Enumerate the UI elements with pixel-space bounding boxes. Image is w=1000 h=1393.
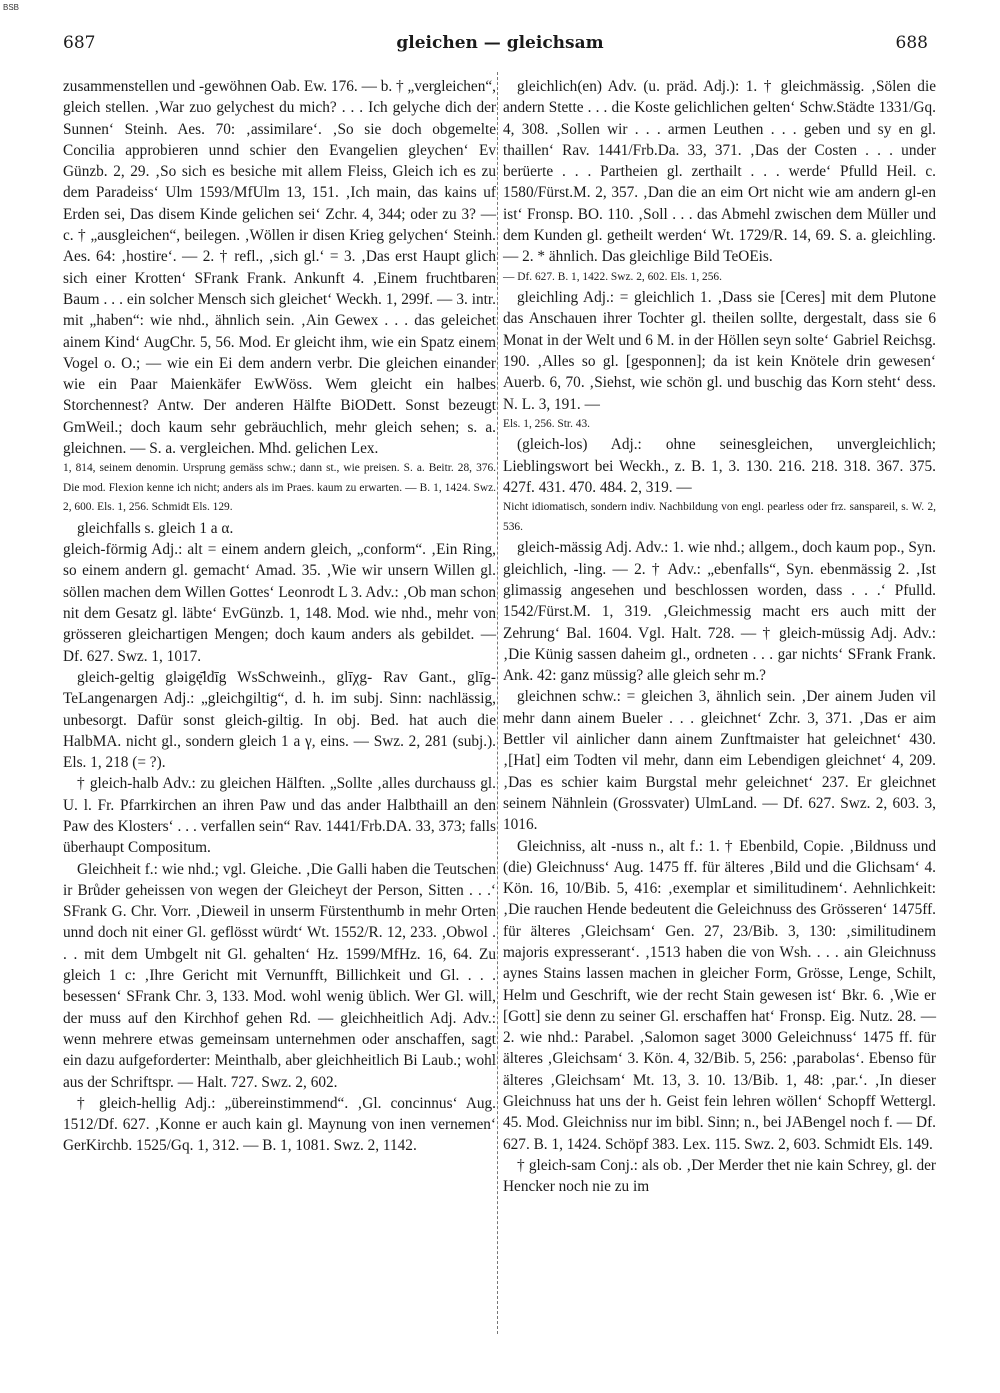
right-column-paragraph: gleichling Adj.: = gleichlich 1. ‚Dass sie [Ceres] mit dem Plutone das Anschauen ihrer Tochter gl. theilen sollte, dergestalt, dass sie 6 Monat in der Welt und 6 M. in der Höllen seyn solte‘ Gabriel Reichsg. 190. ‚Alles so gl. [gesponnen]; da ist kein Knötele drin gewesen‘ Auerb. 6, 70. ‚Siehst, wie schön gl. und buschig das Korn steht‘ dess. N. L. 3, 191. — bbox=[503, 289, 936, 413]
right-column-paragraph: Nicht idiomatisch, sondern indiv. Nachbildung von engl. pearless oder frz. sanspareil, s. W. 2, 536. bbox=[503, 501, 936, 533]
left-column-paragraph: gleichfalls s. gleich 1 a α. bbox=[77, 519, 234, 537]
left-column-paragraph: Gleichheit f.: wie nhd.; vgl. Gleiche. ‚Die Galli haben die Teutschen ir Brůder geheissen von wegen der Gleicheyt der Person, Sitten . . .‘ SFrank G. Chr. Vorr. ‚Dieweil in unserm Fürstenthumb in mehr Orten unnd doch nit einer Gl. geflösst würdt‘ Wt. 1552/R. 12, 233. ‚Obwol . . . mit dem Umbgelt nit Gl. gehalten‘ Hz. 1599/MfHz. 16, 64. Zu gleich 1 c: ‚Ihre Gericht mit Vernunfft, Billichkeit und Gl. . . . besessen‘ SFrank Chr. 3, 133. Mod. wohl wenig üblich. Wer Gl. will, der muss auf den Kirchhof gehen Rd. — gleichheitlich Adj. Adv.: wenn mehrere etwas gemeinsam unternehmen oder anschaffen, sagt ein dazu aufgeforderter: Meinthalb, aber gleichheitlich Bi Laub.; wohl aus der Schriftspr. — Halt. 727. Swz. 2, 602. bbox=[63, 860, 496, 1091]
left-column-paragraph: † gleich-halb Adv.: zu gleichen Hälften. „Sollte ‚alles durchauss gl. U. l. Fr. Pfarrkirchen an ihren Paw und das ander Halbthaill an den Paw des Klosters‘ . . . verfallen sein“ Rav. 1441/Frb.DA. 33, 373; falls überhaupt Compositum. bbox=[63, 775, 496, 857]
right-column-paragraph: gleichnen schw.: = gleichen 3, ähnlich sein. ‚Der ainem Juden vil mehr dann ainem Bueler . . . gleichnet‘ Zchr. 3, 371. ‚Das er aim Bettler vil ainlicher dann ainem Zunftmaister hat geleichnet‘ 430. ‚[Hat] eim Todten vil mehr, dann eim Lebendigen gleichnet‘ 4, 209. ‚Das es schier kaim Burgstal mehr geleichnet‘ 237. Er gleichnet seinem Nähnlein (Grossvater) UlmLand. — Df. 627. Swz. 2, 603. 3, 1016. bbox=[503, 688, 936, 834]
left-column-paragraph: zusammenstellen und -gewöhnen Oab. Ew. 176. — b. † „vergleichen“, gleich stellen. ‚War zuo gelychest du mich? . . . Ich gelyche dich der Sunnen‘ Steinh. Aes. 70: ‚assimilare‘. ‚So sie doch obgemelte Concilia approbieren unnd schier den Evangelien gleychen‘ Ev Günzb. 2, 29. ‚So sich es besiche mit allem Fleiss, Gleich ich es zu dem Paradeiss‘ Ulm 1593/MfUlm 13, 151. ‚Ich main, das kains uf Erden sei, Das disem Kinde gelichen sei‘ Zchr. 4, 344; oder zu 3? — c. † „ausgleichen“, beilegen. ‚Wöllen ir disen Krieg gelychen‘ Steinh. Aes. 64: ‚hostire‘. — 2. † refl., ‚sich gl.‘ = 3. ‚Das erst Haupt glich sich einer Krotten‘ SFrank Frank. Ankunft 4. ‚Einem fruchtbaren Baum . . . ein solcher Mensch sich gleichet‘ Weckh. 1, 299f. — 3. intr. mit „haben“: wie nhd., ähnlich sein. ‚Ain Gewex . . . das geleichet ainem Kind‘ AugChr. 5, 56. Mod. Er gleicht ihm, wie ein Spatz einem Vogel o. O.; — wie ein Ei dem andern verbr. Die gleichen einander wie ein Paar Maienkäfer EwWöss. Wem gleicht ein halbes Storchennest? Antw. Der anderen Hälfte BiODett. Sonst bezeugt GmWeil.; doch kaum sehr gebräuchlich, mehr gleich sehen; s. a. gleichnen. — S. a. vergleichen. Mhd. gelichen Lex. bbox=[63, 78, 496, 458]
right-column-paragraph: — Df. 627. B. 1, 1422. Swz. 2, 602. Els. 1, 256. bbox=[503, 270, 722, 283]
right-column-paragraph: (gleich-los) Adj.: ohne seinesgleichen, unvergleichlich; Lieblingswort bei Weckh., z. B. 1, 3. 130. 216. 218. 318. 367. 375. 427f. 431. 470. 484. 2, 319. — bbox=[503, 436, 936, 497]
right-column-paragraph: Els. 1, 256. Str. 43. bbox=[503, 417, 591, 430]
library-stamp: BSB bbox=[3, 3, 20, 12]
page-number-right: 688 bbox=[895, 33, 928, 53]
left-column bbox=[63, 76, 496, 1157]
left-column-paragraph: gleich-geltig gləigę̄ldīg WsSchweinh., glīχg- Rav Gant., glīg- TeLangenargen Adj.: „gleichgiltig“, d. h. im subj. Sinn: nachlässig, unbesorgt. Dafür sonst gleich-giltig. In obj. Bed. hat auch die HalbMA. nicht gl., sondern gleich 1 a γ, eins. — Swz. 2, 281 (subj.). Els. 1, 218 (= ?). bbox=[63, 668, 496, 772]
running-headwords: gleichen — gleichsam bbox=[396, 33, 604, 53]
right-column-paragraph: † gleich-sam Conj.: als ob. ‚Der Merder thet nie kain Schrey, gl. der Hencker noch nie zu im bbox=[503, 1156, 936, 1196]
right-column bbox=[503, 76, 936, 1198]
right-column-paragraph: Gleichniss, alt -nuss n., alt f.: 1. † Ebenbild, Copie. ‚Bildnuss und (die) Gleichnuss‘ Aug. 1475 ff. für älteres ‚Bild und die Glichsam‘ 4. Kön. 16, 10/Bib. 5, 416: ‚exemplar et similitudinem‘. Aehnlichkeit: ‚Die rauchen Hende bedeutent die Geleichnuss des Grösseren‘ 1475ff. für älteres ‚Gleichsam‘ Gen. 27, 23/Bib. 3, 130: ‚similitudinem majoris expresserant‘. ‚1513 haben die von Wsh. . . . ain Gleichnuss aynes Stains lassen machen in gleicher Form, Grösse, Lenge, Schilt, Helm und Geschrift, wie der recht Stain gewesen ist‘ Bkr. 6. ‚Wie er [Gott] sie denn zu seiner Gl. erschaffen hat‘ Fronsp. Eig. Nutz. 28. — 2. wie nhd.: Parabel. ‚Salomon saget 3000 Geleichnuss‘ 1475 ff. für älteres ‚Gleichsam‘ 3. Kön. 4, 32/Bib. 5, 256: ‚parabolas‘. Ebenso für älteres ‚Gleichsam‘ Mt. 13, 3. 10. 13/Bib. 1, 48: ‚par.‘. ‚In dieser Gleichnuss hat uns der h. Geist fein lehren wöllen‘ Schopff Wettergl. 45. Mod. Gleichniss nur im bibl. Sinn; n., bei JABengel noch f. — Df. 627. B. 1, 1424. Schöpf 383. Lex. 115. Swz. 2, 603. Schmidt Els. 149. bbox=[503, 837, 936, 1153]
page-number-left: 687 bbox=[63, 33, 96, 53]
column-divider bbox=[497, 72, 498, 1334]
right-column-paragraph: gleichlich(en) Adv. (u. präd. Adj.): 1. † gleichmässig. ‚Sölen die andern Stette . . . die Koste gelichlichen gelten‘ Schw.Städte 1331/Gq. 4, 308. ‚Sollen wir . . . armen Leuthen . . . geben und sy en gl. thaillen‘ Rav. 1441/Frb.Da. 33, 371. ‚Das der Costen . . . under berüerte . . . Partheien gl. zerthailt . . . werde‘ Pfulld Heil. c. 1580/Fürst.M. 2, 357. ‚Dan die an eim Ort nicht wie am andern gl-en ist‘ Fronsp. BO. 110. ‚Soll . . . das Abmehl zwischen dem Müller und dem Kunden gl. getheilt werden‘ Wt. 1729/R. 14, 69. S. a. gleichling. — 2. * ähnlich. Das gleichlige Bild TeOEis. bbox=[503, 78, 936, 266]
right-column-paragraph: gleich-mässig Adj. Adv.: 1. wie nhd.; allgem., doch kaum pop., Syn. gleichlich, -ling. — 2. † Adv.: „ebenfalls“, Syn. ebenmässig 2. ‚Ist glimassig angesehen und beschlossen worden, dass . . .‘ Pfulld. 1542/Fürst.M. 1, 319. ‚Gleichmessig macht ers auch mitt der Zehrung‘ Bal. 1604. Vgl. Halt. 728. — † gleich-müssig Adj. Adv.: ‚Die Künig sassen daheim gl., ordneten . . . gar nichts‘ SFrank Frank. Ank. 42: ganz müssig? alle gleich sehr m.? bbox=[503, 539, 936, 685]
page-header bbox=[0, 33, 1000, 57]
left-column-paragraph: gleich-förmig Adj.: alt = einem andern gleich, „conform“. ‚Ein Ring, so einem andern gl. gemacht‘ Amad. 35. ‚Wie wir unsern Willen gl. söllen machen dem Willen Gottes‘ Leonrodt L 3. Adv.: ‚Ob man schon nit dem Gesatz gl. läbte‘ EvGünzb. 1, 148. Mod. wie nhd., mehr von grösseren gleichartigen Mengen; doch kaum anders als gebildet. — Df. 627. Swz. 1, 1017. bbox=[63, 541, 496, 665]
left-column-paragraph: 1, 814, seinem denomin. Ursprung gemäss schw.; dann st., wie preisen. S. a. Beitr. 28, 376. Die mod. Flexion kenne ich nicht; anders als im Praes. kaum zu erwarten. — B. 1, 1424. Swz. 2, 600. Els. 1, 256. Schmidt Els. 129. bbox=[63, 462, 496, 514]
left-column-paragraph: † gleich-hellig Adj.: „übereinstimmend“. ‚Gl. concinnus‘ Aug. 1512/Df. 627. ‚Konne er auch kain gl. Maynung von inen vernemen‘ GerKirchb. 1525/Gq. 1, 312. — B. 1, 1081. Swz. 2, 1142. bbox=[63, 1094, 496, 1155]
